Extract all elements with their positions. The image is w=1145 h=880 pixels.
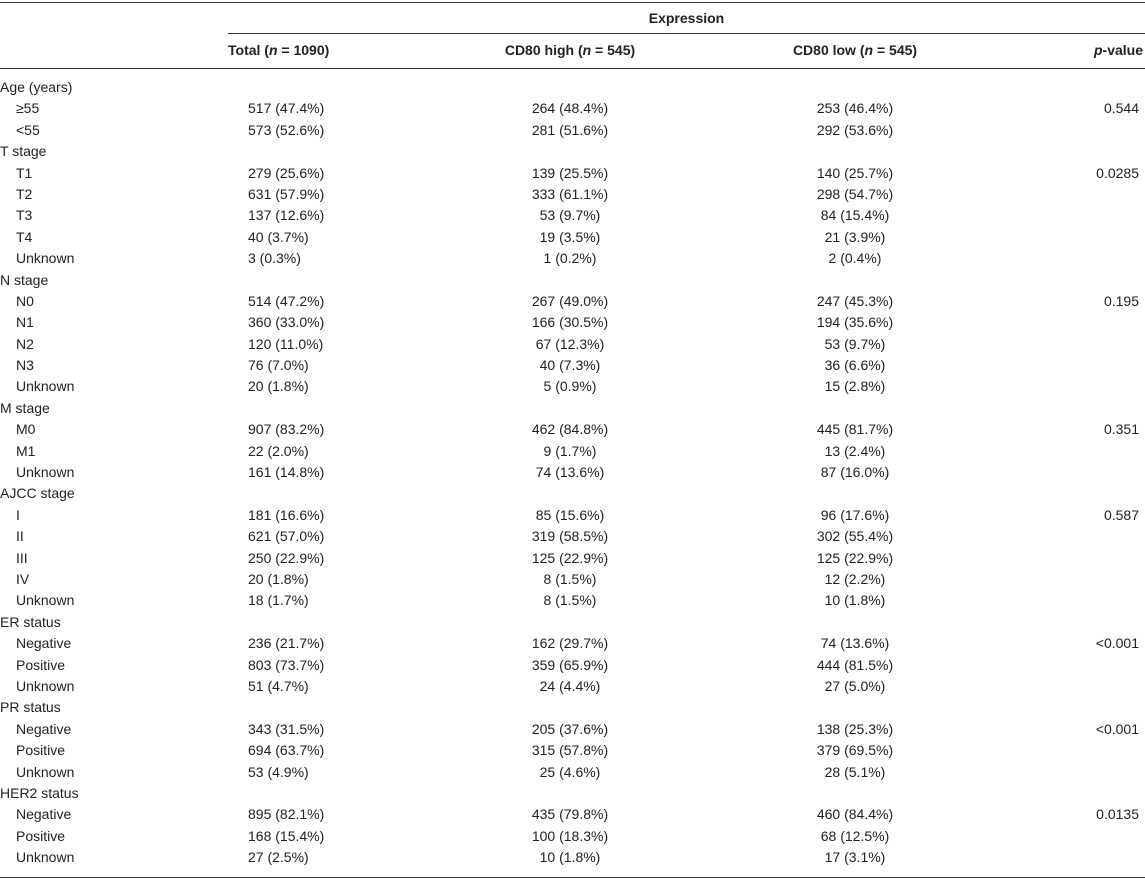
p-value-cell: 0.0135 [1096,806,1139,823]
header-bottom-rule [0,68,1145,69]
p-value-cell: 0.544 [1103,100,1139,117]
total-cell: 168 (15.4%) [248,827,325,844]
cd80-low-cell: 379 (69.5%) [816,742,894,759]
cd80-low-cell: 96 (17.6%) [820,506,890,523]
category-row [0,783,1145,804]
table-row [0,740,1145,761]
row-label: T3 [16,207,33,224]
cd80-low-cell: 17 (3.1%) [824,849,886,866]
cd80-high-cell: 74 (13.6%) [535,464,605,481]
table-row [0,184,1145,205]
high-header-suffix: = 545) [591,42,636,58]
p-value-cell: 0.587 [1103,506,1139,523]
cd80-high-cell: 333 (61.1%) [531,185,609,202]
cd80-high-cell: 85 (15.6%) [535,506,605,523]
total-cell: 895 (82.1%) [248,806,325,823]
high-header-prefix: CD80 high ( [504,42,583,58]
cd80-high-cell: 19 (3.5%) [539,228,601,245]
category-label: T stage [0,143,47,160]
table-row [0,205,1145,226]
cd80-low-cell: 444 (81.5%) [816,656,894,673]
cd80-high-cell: 315 (57.8%) [531,742,609,759]
cd80-low-cell: 140 (25.7%) [816,164,894,181]
category-label: M stage [0,399,50,416]
cd80-low-cell: 84 (15.4%) [820,207,890,224]
cd80-low-cell: 68 (12.5%) [820,827,890,844]
row-label: Positive [16,827,66,844]
row-label: M0 [16,421,36,438]
cd80-high-cell: 67 (12.3%) [535,335,605,352]
total-cell: 907 (83.2%) [248,421,325,438]
cd80-high-cell: 100 (18.3%) [531,827,609,844]
cd80-low-cell: 13 (2.4%) [824,442,886,459]
total-cell: 137 (12.6%) [248,207,325,224]
total-column-header [228,42,329,58]
cd80-low-cell: 445 (81.7%) [816,421,894,438]
row-label: N0 [16,292,34,309]
table-row [0,548,1145,569]
cd80-low-column-header [700,42,1010,58]
total-header-prefix: Total ( [228,42,269,58]
row-label: ≥55 [16,100,40,117]
table-row [0,762,1145,783]
category-label: AJCC stage [0,485,75,502]
row-label: Unknown [16,250,75,267]
row-label: Negative [16,635,72,652]
row-label: IV [16,570,30,587]
p-header-italic: p [1093,42,1103,58]
category-label: Age (years) [0,79,73,95]
category-label: PR status [0,699,61,716]
cd80-high-cell: 162 (29.7%) [531,635,609,652]
p-header-suffix: -value [1102,42,1143,58]
cd80-low-cell: 10 (1.8%) [824,592,886,609]
row-label: T1 [16,164,33,181]
category-row [0,141,1145,162]
cd80-high-cell: 267 (49.0%) [531,292,609,309]
cd80-high-cell: 10 (1.8%) [539,849,601,866]
row-label: N1 [16,314,34,331]
row-label: Unknown [16,849,75,866]
category-label: N stage [0,271,49,288]
cd80-high-cell: 8 (1.5%) [543,592,597,609]
table-row [0,355,1145,376]
table-row [0,291,1145,312]
row-label: II [16,528,24,545]
cd80-low-cell: 2 (0.4%) [828,250,882,267]
total-cell: 621 (57.0%) [248,528,325,545]
total-cell: 573 (52.6%) [248,121,325,138]
category-row [0,483,1145,504]
high-header-n: n [582,42,592,58]
total-cell: 40 (3.7%) [248,228,309,245]
total-cell: 120 (11.0%) [248,335,324,352]
category-row [0,612,1145,633]
table-row [0,847,1145,868]
table-bottom-rule [0,877,1145,878]
table-row [0,227,1145,248]
low-header-prefix: CD80 low ( [792,42,865,58]
row-label: Negative [16,720,72,737]
cd80-high-cell: 281 (51.6%) [531,121,609,138]
row-label: Unknown [16,378,75,395]
row-label: Positive [16,742,66,759]
row-label: Negative [16,806,72,823]
cd80-low-cell: 74 (13.6%) [820,635,890,652]
cd80-low-cell: 15 (2.8%) [824,378,886,395]
cd80-low-cell: 138 (25.3%) [816,720,894,737]
table-row [0,826,1145,847]
cd80-low-cell: 36 (6.6%) [824,357,886,374]
row-label: Unknown [16,677,75,694]
row-label: N3 [16,357,34,374]
cd80-high-cell: 1 (0.2%) [543,250,597,267]
category-label: HER2 status [0,784,79,801]
total-cell: 343 (31.5%) [248,720,325,737]
p-value-cell: 0.351 [1103,421,1139,438]
category-row [0,270,1145,291]
table-row [0,526,1145,547]
total-cell: 51 (4.7%) [248,677,309,694]
low-header-n: n [864,42,874,58]
cd80-low-cell: 27 (5.0%) [824,677,886,694]
cd80-high-cell: 435 (79.8%) [531,806,609,823]
category-row [0,398,1145,419]
row-label: III [16,549,28,566]
table-row [0,655,1145,676]
cd80-low-cell: 247 (45.3%) [816,292,894,309]
table-row [0,441,1145,462]
cd80-low-cell: 125 (22.9%) [816,549,894,566]
row-label: T4 [16,228,33,245]
table-row [0,248,1145,269]
total-cell: 803 (73.7%) [248,656,325,673]
table-body [0,77,1145,868]
cd80-low-cell: 253 (46.4%) [816,100,894,117]
table-row [0,163,1145,184]
cd80-low-cell: 460 (84.4%) [816,806,894,823]
total-cell: 250 (22.9%) [248,549,325,566]
expression-header-rule [228,33,1145,34]
cd80-high-cell: 53 (9.7%) [539,207,601,224]
expression-header: Expression [648,10,725,26]
table-row [0,419,1145,440]
cd80-high-cell: 205 (37.6%) [531,720,609,737]
table-row [0,462,1145,483]
cd80-low-cell: 302 (55.4%) [816,528,894,545]
p-value-column-header [1094,42,1143,58]
total-header-suffix: = 1090) [277,42,330,58]
row-label: Unknown [16,464,75,481]
cd80-high-cell: 139 (25.5%) [531,164,609,181]
total-cell: 22 (2.0%) [248,442,309,459]
total-cell: 279 (25.6%) [248,164,325,181]
total-cell: 514 (47.2%) [248,292,325,309]
cd80-high-cell: 359 (65.9%) [531,656,609,673]
cd80-high-cell: 8 (1.5%) [543,570,597,587]
cd80-low-cell: 292 (53.6%) [816,121,894,138]
total-cell: 694 (63.7%) [248,742,325,759]
low-header-suffix: = 545) [873,42,918,58]
total-cell: 76 (7.0%) [248,357,309,374]
total-cell: 20 (1.8%) [248,378,309,395]
total-cell: 517 (47.4%) [248,100,325,117]
p-value-cell: <0.001 [1095,720,1139,737]
cd80-low-cell: 28 (5.1%) [824,763,886,780]
table-row [0,98,1145,119]
cd80-low-cell: 21 (3.9%) [824,228,886,245]
cd80-low-cell: 194 (35.6%) [816,314,894,331]
cd80-high-cell: 5 (0.9%) [543,378,597,395]
table-row [0,676,1145,697]
table-row [0,312,1145,333]
category-row [0,77,1145,98]
total-cell: 18 (1.7%) [248,592,309,609]
table-row [0,633,1145,654]
row-label: I [16,506,20,523]
row-label: Unknown [16,592,75,609]
total-cell: 631 (57.9%) [248,185,325,202]
row-label: Positive [16,656,66,673]
cd80-low-cell: 87 (16.0%) [820,464,890,481]
p-value-cell: <0.001 [1095,635,1139,652]
cd80-low-cell: 53 (9.7%) [824,335,886,352]
table-row [0,376,1145,397]
row-label: N2 [16,335,34,352]
total-cell: 3 (0.3%) [248,250,301,267]
row-label: Unknown [16,763,75,780]
cd80-high-cell: 319 (58.5%) [531,528,609,545]
total-cell: 360 (33.0%) [248,314,325,331]
cd80-high-cell: 166 (30.5%) [531,314,609,331]
cd80-low-cell: 12 (2.2%) [824,570,886,587]
cd80-high-cell: 264 (48.4%) [531,100,609,117]
cd80-high-cell: 125 (22.9%) [531,549,609,566]
table-row [0,120,1145,141]
total-cell: 27 (2.5%) [248,849,309,866]
p-value-cell: 0.195 [1103,292,1139,309]
total-cell: 181 (16.6%) [248,506,325,523]
row-label: M1 [16,442,36,459]
cd80-low-cell: 298 (54.7%) [816,185,894,202]
cd80-high-cell: 25 (4.6%) [539,763,601,780]
table-row [0,590,1145,611]
cd80-high-cell: 40 (7.3%) [539,357,601,374]
total-cell: 20 (1.8%) [248,570,309,587]
row-label: <55 [16,121,40,138]
category-row [0,697,1145,718]
total-cell: 236 (21.7%) [248,635,325,652]
cd80-high-column-header [420,42,720,58]
table-row [0,719,1145,740]
cd80-high-cell: 24 (4.4%) [539,677,601,694]
table-row [0,804,1145,825]
total-header-n: n [268,42,278,58]
category-label: ER status [0,613,61,630]
table-row [0,569,1145,590]
total-cell: 161 (14.8%) [248,464,325,481]
p-value-cell: 0.0285 [1096,164,1139,181]
table-top-rule [0,2,1145,3]
table-row [0,334,1145,355]
cd80-high-cell: 462 (84.8%) [531,421,609,438]
cd80-high-cell: 9 (1.7%) [543,442,597,459]
total-cell: 53 (4.9%) [248,763,309,780]
table-row [0,505,1145,526]
row-label: T2 [16,185,33,202]
